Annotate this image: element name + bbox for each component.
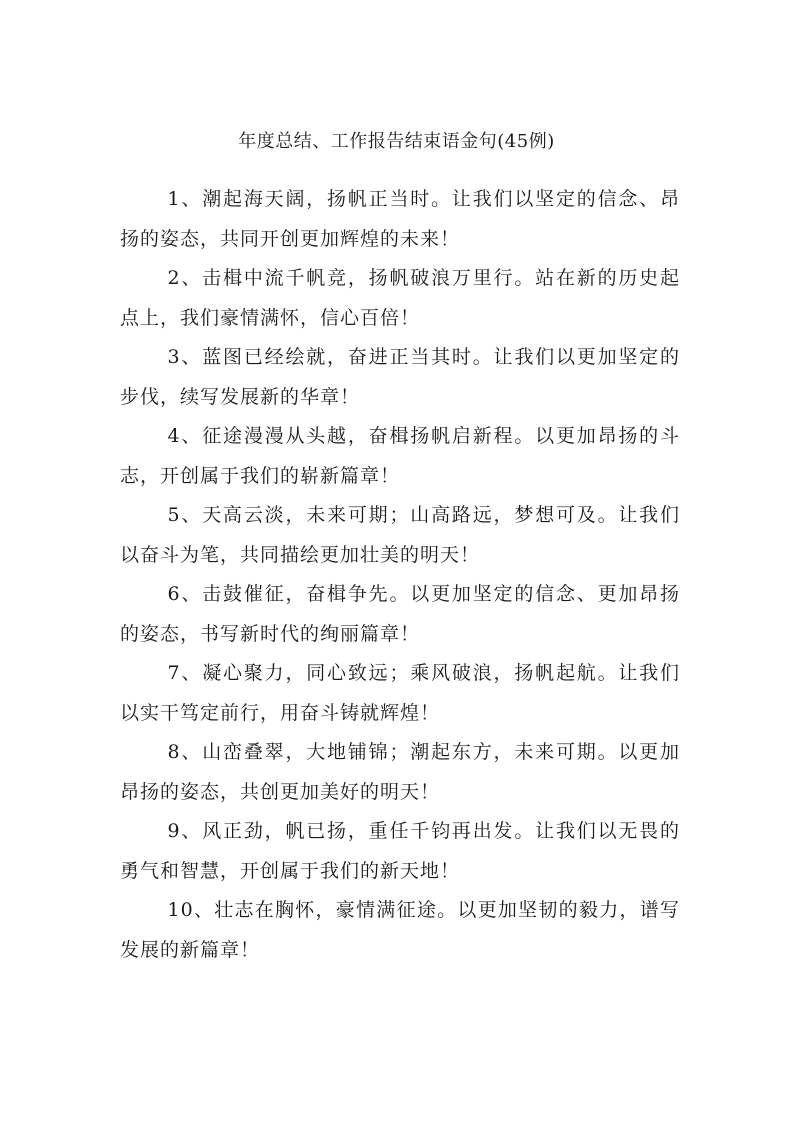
paragraph-8: 8、山峦叠翠，大地铺锦；潮起东方，未来可期。以更加昂扬的姿态，共创更加美好的明天！ xyxy=(120,741,680,803)
paragraph-3: 3、蓝图已经绘就，奋进正当其时。让我们以更加坚定的步伐，续写发展新的华章！ xyxy=(120,346,680,408)
paragraph-7: 7、凝心聚力，同心致远；乘风破浪，扬帆起航。让我们以实干笃定前行，用奋斗铸就辉煌！ xyxy=(120,662,680,724)
paragraph-5: 5、天高云淡，未来可期；山高路远，梦想可及。让我们以奋斗为笔，共同描绘更加壮美的明天！ xyxy=(120,504,680,566)
paragraph-1: 1、潮起海天阔，扬帆正当时。让我们以坚定的信念、昂扬的姿态，共同开创更加辉煌的未来！ xyxy=(120,188,680,250)
paragraph-10: 10、壮志在胸怀，豪情满征途。以更加坚韧的毅力，谱写发展的新篇章！ xyxy=(120,899,680,961)
paragraph-6: 6、击鼓催征，奋楫争先。以更加坚定的信念、更加昂扬的姿态，书写新时代的绚丽篇章！ xyxy=(120,583,680,645)
document-title: 年度总结、工作报告结束语金句(45例) xyxy=(238,131,555,152)
paragraph-4: 4、征途漫漫从头越，奋楫扬帆启新程。以更加昂扬的斗志，开创属于我们的崭新篇章！ xyxy=(120,425,680,487)
document-body xyxy=(120,180,680,970)
paragraph-2: 2、击楫中流千帆竞，扬帆破浪万里行。站在新的历史起点上，我们豪情满怀，信心百倍！ xyxy=(120,267,680,329)
paragraph-9: 9、风正劲，帆已扬，重任千钧再出发。让我们以无畏的勇气和智慧，开创属于我们的新天地！ xyxy=(120,820,680,882)
